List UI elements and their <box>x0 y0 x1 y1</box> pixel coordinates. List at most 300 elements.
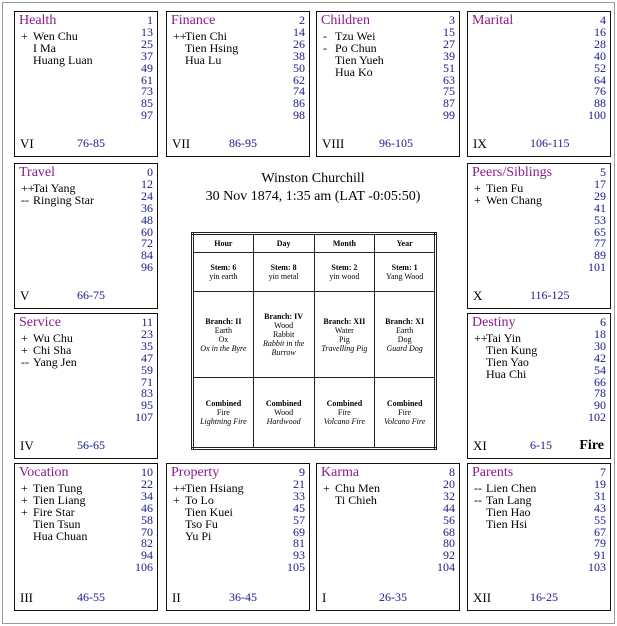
branch-animal-desc: Guard Dog <box>386 343 423 353</box>
palace-star-list <box>323 483 380 507</box>
palace-name: Peers/Siblings <box>472 165 553 180</box>
branch-label: Branch: <box>385 316 414 326</box>
star-strength-mark: ++ <box>474 331 488 345</box>
combined-desc: Volcano Fire <box>384 417 426 426</box>
palace-branch-number: XII <box>473 590 492 605</box>
stem-number: 1 <box>413 263 418 273</box>
palace-age: 50 <box>293 60 305 75</box>
star-entry <box>474 366 537 381</box>
palace-age: 41 <box>594 200 606 215</box>
palace-branch-number: III <box>20 590 33 605</box>
palace-age: 21 <box>293 476 305 491</box>
combined-label: Combined <box>265 399 302 408</box>
palace-age: 10 <box>141 465 153 479</box>
palace-name: Children <box>321 13 370 28</box>
palace-age: 64 <box>594 72 606 87</box>
palace-age: 75 <box>443 84 455 99</box>
star-strength-mark: -- <box>474 492 482 507</box>
star-name: Tien Fu <box>486 181 524 195</box>
palace-age: 19 <box>594 476 606 491</box>
palace-finance <box>166 11 310 157</box>
pillars-stem-row <box>193 252 436 292</box>
palace-age: 52 <box>594 60 606 75</box>
palace-age: 5 <box>600 165 606 179</box>
star-entry <box>474 192 543 207</box>
palace-age: 3 <box>449 13 455 27</box>
palace-age-range: 106-115 <box>530 136 570 150</box>
star-name: Wen Chu <box>33 29 78 43</box>
palace-age-list <box>588 15 606 122</box>
palace-age-range: 6-15 <box>530 438 552 452</box>
palace-star-list <box>474 333 537 381</box>
palace-age-range: 16-25 <box>530 590 558 604</box>
palace-age-range: 46-55 <box>77 590 105 604</box>
palace-age: 51 <box>443 60 455 75</box>
palace-age: 97 <box>141 108 153 123</box>
palace-age: 85 <box>141 96 153 111</box>
palace-health <box>14 11 158 157</box>
branch-element: Earth <box>395 325 414 335</box>
pillar-header: Month <box>314 234 375 253</box>
palace-branch-number: XI <box>473 438 487 453</box>
palace-age: 66 <box>594 374 606 389</box>
palace-age: 78 <box>594 386 606 401</box>
palace-age-list <box>443 15 455 122</box>
branch-animal: Pig <box>339 334 350 344</box>
four-pillars-table <box>191 232 437 450</box>
star-strength-mark: ++ <box>173 481 187 495</box>
branch-animal: Rabbit <box>272 330 295 340</box>
palace-age: 93 <box>293 548 305 563</box>
palace-vocation <box>14 463 158 611</box>
star-name: Tien Kung <box>486 342 538 357</box>
palace-age: 26 <box>293 36 305 51</box>
branch-line <box>195 317 252 326</box>
star-entry <box>21 354 77 369</box>
palace-age-range: 36-45 <box>229 590 257 604</box>
palace-age: 103 <box>588 560 606 575</box>
palace-star-list <box>474 483 536 531</box>
star-strength-mark: + <box>21 504 28 519</box>
stem-value: yin earth <box>209 272 238 282</box>
palace-age: 29 <box>594 188 606 203</box>
palace-age: 89 <box>594 248 606 263</box>
palace-age: 34 <box>141 488 153 503</box>
palace-age: 88 <box>594 96 606 111</box>
star-entry <box>173 52 238 67</box>
palace-age: 17 <box>594 176 606 191</box>
palace-age: 60 <box>141 224 153 239</box>
star-name: Po Chun <box>335 40 377 55</box>
palace-age: 81 <box>293 536 305 551</box>
palace-age: 13 <box>141 24 153 39</box>
palace-age: 95 <box>141 398 153 413</box>
palace-age: 98 <box>293 108 305 123</box>
palace-age: 107 <box>135 410 153 425</box>
pillars-header-row <box>193 234 436 253</box>
palace-age-list <box>135 317 153 424</box>
star-entry <box>21 528 88 543</box>
star-strength-mark: -- <box>21 192 29 207</box>
star-strength-mark: + <box>323 481 330 495</box>
palace-age: 92 <box>443 548 455 563</box>
branch-line <box>316 317 374 326</box>
star-strength-mark: -- <box>21 354 29 369</box>
palace-age: 62 <box>293 72 305 87</box>
palace-children <box>316 11 460 157</box>
palace-age-range: 56-65 <box>77 438 105 452</box>
palace-age: 80 <box>443 536 455 551</box>
palace-property <box>166 463 310 611</box>
palace-age: 1 <box>147 13 153 27</box>
palace-age: 4 <box>600 13 606 27</box>
stem-label: Stem: <box>391 263 412 273</box>
palace-age: 96 <box>141 260 153 275</box>
palace-age: 43 <box>594 500 606 515</box>
star-entry <box>21 31 93 43</box>
palace-name: Parents <box>472 465 514 480</box>
palace-age-list <box>135 467 153 574</box>
palace-peers-siblings <box>467 163 611 309</box>
palace-age: 46 <box>141 500 153 515</box>
palace-age: 48 <box>141 212 153 227</box>
star-name: Hua Ko <box>335 64 373 79</box>
star-strength-mark: + <box>21 342 28 357</box>
stem-number: 2 <box>353 263 358 273</box>
palace-age: 15 <box>443 24 455 39</box>
pillar-branch-cell <box>314 292 375 378</box>
palace-age-range: 66-75 <box>77 288 105 302</box>
star-name: Tai Yin <box>486 331 522 345</box>
palace-branch-number: II <box>172 590 181 605</box>
stem-value: yin wood <box>329 272 360 282</box>
palace-age: 25 <box>141 36 153 51</box>
palace-karma <box>316 463 460 611</box>
star-strength-mark: ++ <box>21 181 35 195</box>
palace-name: Destiny <box>472 315 516 330</box>
pillar-stem-cell <box>314 252 375 292</box>
combined-element: Fire <box>337 408 351 417</box>
palace-name: Karma <box>321 465 360 480</box>
branch-number: XI <box>415 316 425 326</box>
palace-age: 84 <box>141 248 153 263</box>
pillar-combined-cell <box>375 378 436 449</box>
palace-age: 0 <box>147 165 153 179</box>
palace-age: 106 <box>135 560 153 575</box>
palace-age: 65 <box>594 224 606 239</box>
branch-label: Branch: <box>264 312 293 322</box>
palace-age: 33 <box>293 488 305 503</box>
stem-value: Yang Wood <box>385 272 424 282</box>
palace-branch-number: X <box>473 288 483 303</box>
star-strength-mark: + <box>474 192 481 207</box>
palace-star-list <box>474 183 542 207</box>
palace-age: 101 <box>588 260 606 275</box>
combined-label: Combined <box>326 399 363 408</box>
palace-age: 58 <box>141 512 153 527</box>
pillar-combined-cell <box>253 378 314 449</box>
palace-age: 105 <box>287 560 305 575</box>
combined-desc: Lightning Fire <box>200 417 247 426</box>
palace-age: 104 <box>437 560 455 575</box>
pillar-header: Year <box>375 234 436 253</box>
star-entry <box>21 192 95 207</box>
star-name: Tien Hao <box>486 504 531 519</box>
star-name: Wu Chu <box>33 331 73 345</box>
star-name: Hua Chi <box>486 366 527 381</box>
palace-destiny <box>467 313 611 459</box>
palace-age: 70 <box>141 524 153 539</box>
branch-animal-desc: Ox in the Byre <box>200 343 247 353</box>
star-name: Tien Tung <box>33 481 83 495</box>
star-entry <box>173 528 244 543</box>
star-strength-mark: - <box>323 40 327 55</box>
palace-age: 32 <box>443 488 455 503</box>
palace-age-list <box>141 167 153 274</box>
stem-value: yin metal <box>268 272 299 282</box>
palace-age: 73 <box>141 84 153 99</box>
star-entry <box>323 64 384 79</box>
palace-star-list <box>21 31 93 67</box>
stem-line <box>316 263 374 272</box>
palace-age: 18 <box>594 326 606 341</box>
palace-age: 68 <box>443 524 455 539</box>
palace-age: 38 <box>293 48 305 63</box>
combined-desc: Volcano Fire <box>323 417 365 426</box>
palace-age-range: 76-85 <box>77 136 105 150</box>
palace-age: 72 <box>141 236 153 251</box>
stem-label: Stem: <box>270 263 291 273</box>
combined-desc: Hardwood <box>266 417 301 426</box>
branch-line <box>255 312 313 321</box>
branch-line <box>376 317 433 326</box>
branch-element: Wood <box>274 321 294 331</box>
chart-subject-name: Winston Churchill <box>261 171 365 186</box>
palace-branch-number: V <box>20 288 30 303</box>
branch-label: Branch: <box>323 316 352 326</box>
star-name: Tien Yueh <box>335 52 384 67</box>
palace-age: 40 <box>594 48 606 63</box>
palace-age: 49 <box>141 60 153 75</box>
palace-branch-number: IV <box>20 438 34 453</box>
branch-label: Branch: <box>205 316 234 326</box>
palace-age: 83 <box>141 386 153 401</box>
star-name: Chu Men <box>335 481 380 495</box>
palace-age: 90 <box>594 398 606 413</box>
palace-name: Health <box>19 13 57 28</box>
palace-name: Vocation <box>19 465 69 480</box>
palace-parents <box>467 463 611 611</box>
star-name: Hua Chuan <box>33 528 88 543</box>
palace-age: 27 <box>443 36 455 51</box>
star-strength-mark: + <box>21 481 28 495</box>
palace-age: 42 <box>594 350 606 365</box>
star-entry <box>323 492 380 507</box>
palace-age: 82 <box>141 536 153 551</box>
palace-age: 30 <box>594 338 606 353</box>
palace-branch-number: VIII <box>322 136 345 151</box>
palace-age: 69 <box>293 524 305 539</box>
star-name: Tzu Wei <box>335 29 376 43</box>
palace-star-list <box>21 333 77 369</box>
palace-age: 6 <box>600 315 606 329</box>
star-entry <box>21 52 93 67</box>
palace-age: 91 <box>594 548 606 563</box>
palace-age: 45 <box>293 500 305 515</box>
branch-number: II <box>235 316 242 326</box>
star-name: Tien Chi <box>185 29 227 43</box>
palace-age: 9 <box>299 465 305 479</box>
branch-animal-desc: Travelling Pig <box>321 343 368 353</box>
star-name: Huang Luan <box>33 52 93 67</box>
palace-age: 24 <box>141 188 153 203</box>
palace-star-list <box>21 183 94 207</box>
palace-age: 37 <box>141 48 153 63</box>
palace-age: 16 <box>594 24 606 39</box>
palace-age: 12 <box>141 176 153 191</box>
star-strength-mark: -- <box>474 481 482 495</box>
pillar-header: Hour <box>193 234 254 253</box>
palace-branch-number: IX <box>473 136 487 151</box>
star-name: Yang Jen <box>33 354 77 369</box>
palace-age: 57 <box>293 512 305 527</box>
stem-label: Stem: <box>210 263 231 273</box>
palace-branch-number: I <box>322 590 327 605</box>
destiny-element: Fire <box>579 438 604 453</box>
pillar-stem-cell <box>193 252 254 292</box>
pillar-stem-cell <box>253 252 314 292</box>
palace-age: 7 <box>600 465 606 479</box>
palace-age-list <box>588 167 606 274</box>
star-name: Lien Chen <box>486 481 537 495</box>
star-name: Fire Star <box>33 504 75 519</box>
palace-branch-number: VI <box>20 136 34 151</box>
palace-age: 28 <box>594 36 606 51</box>
palace-service <box>14 313 158 459</box>
palace-star-list <box>173 483 244 543</box>
branch-number: IV <box>294 312 304 322</box>
palace-age: 100 <box>588 108 606 123</box>
palace-travel <box>14 163 158 309</box>
palace-age: 86 <box>293 96 305 111</box>
palace-age: 79 <box>594 536 606 551</box>
palace-age: 56 <box>443 512 455 527</box>
palace-age-list <box>588 317 606 424</box>
star-name: Tien Hsing <box>185 40 239 55</box>
star-strength-mark: + <box>173 492 180 507</box>
palace-age: 94 <box>141 548 153 563</box>
star-name: Wen Chang <box>486 192 543 207</box>
branch-animal: Dog <box>397 334 412 344</box>
pillar-branch-cell <box>253 292 314 378</box>
pillar-combined-cell <box>314 378 375 449</box>
star-name: Tien Kuei <box>185 504 233 519</box>
star-name: To Lo <box>185 492 214 507</box>
pillars-branch-row <box>193 292 436 378</box>
star-name: Tien Hsiang <box>185 481 244 495</box>
stem-line <box>195 263 252 272</box>
palace-marital <box>467 11 611 157</box>
star-name: Tai Yang <box>33 181 76 195</box>
palace-age: 23 <box>141 326 153 341</box>
palace-star-list <box>173 31 238 67</box>
palace-age: 67 <box>594 524 606 539</box>
palace-age-range: 116-125 <box>530 288 570 302</box>
palace-name: Travel <box>19 165 56 180</box>
palace-age-list <box>588 467 606 574</box>
palace-age: 47 <box>141 350 153 365</box>
star-name: Tien Yao <box>486 354 529 369</box>
palace-star-list <box>21 483 87 543</box>
star-strength-mark: + <box>474 181 481 195</box>
star-entry <box>474 516 536 531</box>
palace-age: 44 <box>443 500 455 515</box>
star-name: Tan Lang <box>486 492 532 507</box>
branch-number: XII <box>353 316 366 326</box>
palace-age: 99 <box>443 108 455 123</box>
combined-element: Fire <box>398 408 412 417</box>
palace-name: Property <box>171 465 220 480</box>
palace-age: 2 <box>299 13 305 27</box>
pillar-branch-cell <box>193 292 254 378</box>
palace-age: 31 <box>594 488 606 503</box>
palace-age: 71 <box>141 374 153 389</box>
combined-label: Combined <box>386 399 423 408</box>
palace-age-range: 86-95 <box>229 136 257 150</box>
palace-name: Finance <box>171 13 216 28</box>
pillar-combined-cell <box>193 378 254 449</box>
palace-age: 20 <box>443 476 455 491</box>
pillar-header: Day <box>253 234 314 253</box>
palace-age: 35 <box>141 338 153 353</box>
stem-number: 6 <box>232 263 237 273</box>
palace-age-range: 26-35 <box>379 590 407 604</box>
branch-animal: Ox <box>218 334 229 344</box>
star-name: Tien Tsun <box>33 516 81 531</box>
stem-line <box>376 263 433 272</box>
palace-age: 8 <box>449 465 455 479</box>
palace-age-list <box>141 15 153 122</box>
star-strength-mark: + <box>21 492 28 507</box>
pillar-stem-cell <box>375 252 436 292</box>
palace-age: 63 <box>443 72 455 87</box>
palace-age: 39 <box>443 48 455 63</box>
palace-age: 54 <box>594 362 606 377</box>
star-name: Chi Sha <box>33 342 72 357</box>
palace-age: 22 <box>141 476 153 491</box>
star-strength-mark: + <box>21 29 28 43</box>
star-strength-mark: - <box>323 29 327 43</box>
star-name: Hua Lu <box>185 52 222 67</box>
star-strength-mark: + <box>21 331 28 345</box>
star-name: Tso Fu <box>185 516 218 531</box>
palace-age-range: 96-105 <box>379 136 413 150</box>
pillar-branch-cell <box>375 292 436 378</box>
palace-name: Marital <box>472 13 514 28</box>
palace-age: 77 <box>594 236 606 251</box>
branch-element: Water <box>334 325 354 335</box>
star-name: Tien Liang <box>33 492 86 507</box>
branch-element: Earth <box>214 325 233 335</box>
palace-age: 74 <box>293 84 305 99</box>
palace-age: 102 <box>588 410 606 425</box>
palace-age-list <box>293 15 305 122</box>
star-name: I Ma <box>33 40 56 55</box>
palace-age: 36 <box>141 200 153 215</box>
star-name: Yu Pi <box>185 528 212 543</box>
palace-age-list <box>287 467 305 574</box>
stem-line <box>255 263 313 272</box>
